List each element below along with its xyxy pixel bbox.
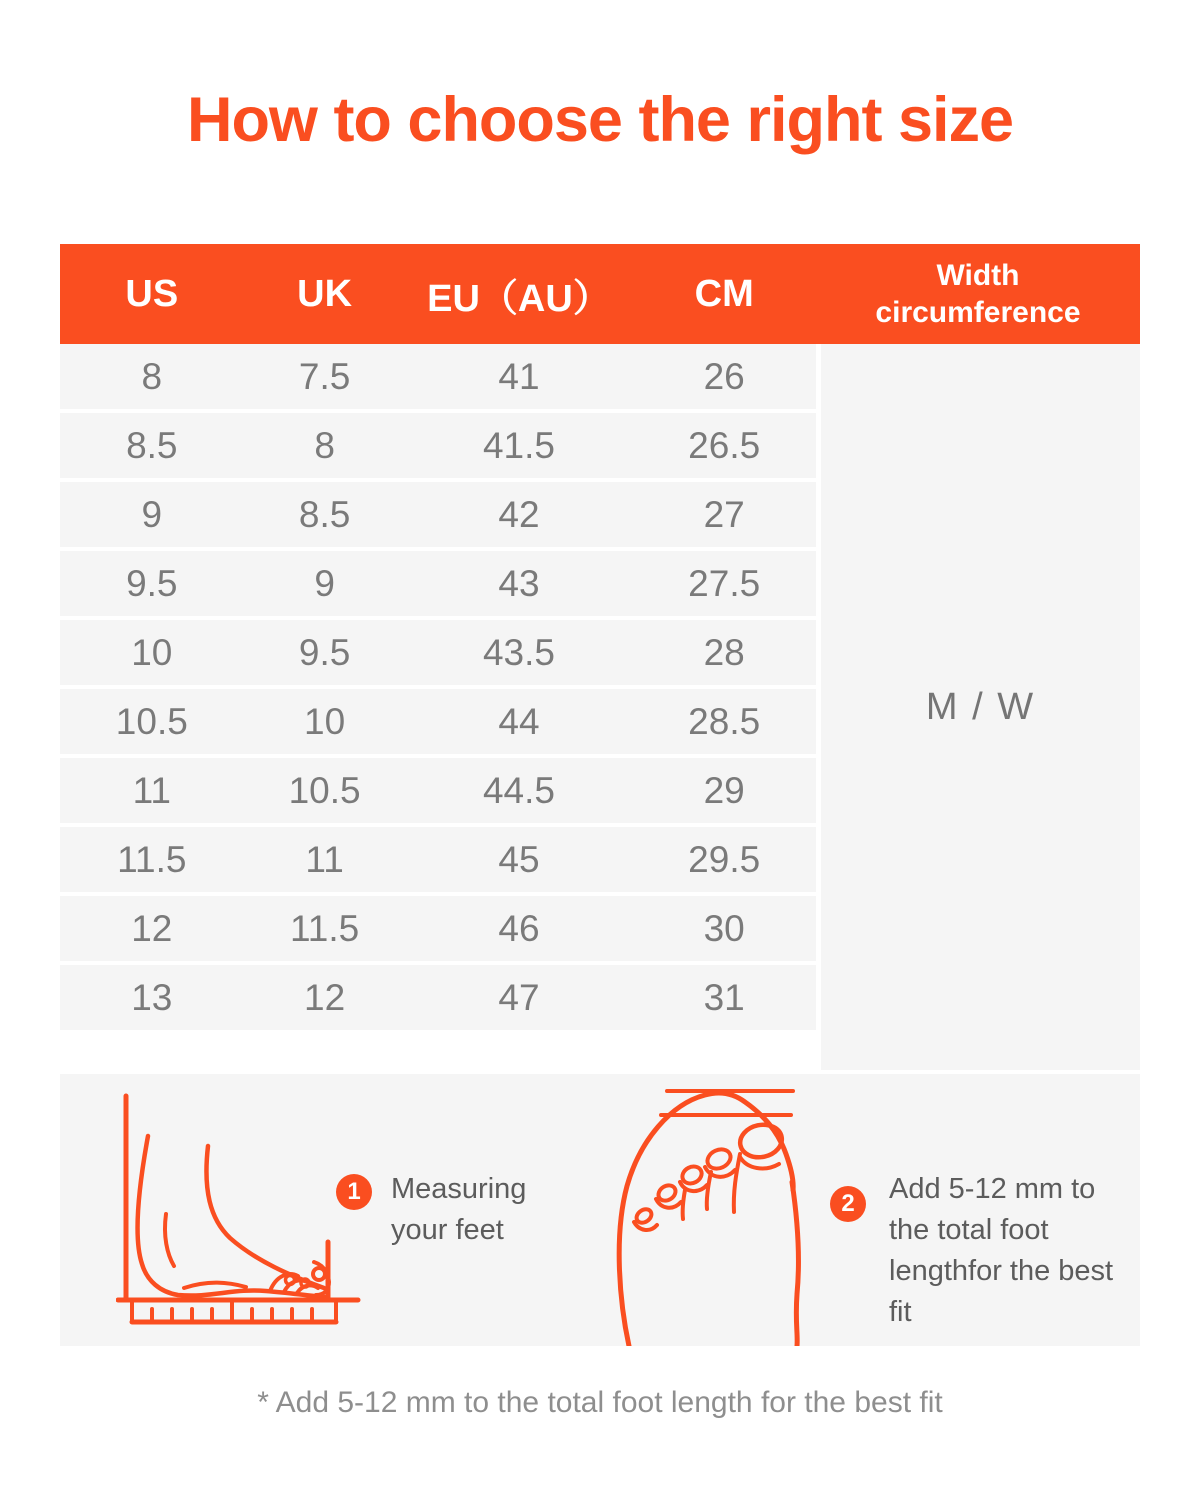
size-cell: 26 xyxy=(703,355,745,397)
size-cell: 8.5 xyxy=(126,424,178,466)
step-1-badge: 1 xyxy=(336,1174,372,1210)
step-1-text: Measuring your feet xyxy=(391,1173,527,1247)
measuring-instructions-panel xyxy=(60,1074,1140,1346)
size-cell: 7.5 xyxy=(298,355,351,397)
size-cell: 10 xyxy=(131,631,173,673)
size-cell: 11.5 xyxy=(289,907,360,949)
size-cell: 12 xyxy=(131,907,173,949)
size-cell: 10.5 xyxy=(288,769,361,811)
header-cm: CM xyxy=(694,272,754,315)
table-row xyxy=(60,551,816,620)
table-rows xyxy=(60,344,816,1074)
table-row xyxy=(60,482,816,551)
footnote: * Add 5-12 mm to the total foot length for the best fit xyxy=(257,1386,943,1420)
size-cell: 12 xyxy=(304,976,346,1018)
size-cell: 11.5 xyxy=(117,838,187,880)
page-title: How to choose the right size xyxy=(186,85,1014,155)
size-cell: 28 xyxy=(703,631,745,673)
size-cell: 27 xyxy=(703,493,745,535)
size-cell: 31 xyxy=(703,976,745,1018)
size-cell: 9.5 xyxy=(298,631,351,673)
step-2-text: Add 5-12 mm to the total foot lengthfor the best fit xyxy=(889,1173,1114,1329)
size-cell: 29.5 xyxy=(688,838,761,880)
size-cell: 28.5 xyxy=(688,700,761,742)
size-cell: 8 xyxy=(314,424,335,466)
size-cell: 42 xyxy=(498,493,540,535)
size-cell: 46 xyxy=(498,907,540,949)
size-cell: 44.5 xyxy=(482,769,555,811)
size-cell: 9 xyxy=(141,493,163,535)
table-body xyxy=(60,344,1140,1074)
size-cell: 26.5 xyxy=(688,424,761,466)
header-width-circumference: Width circumference xyxy=(875,259,1081,330)
size-cell: 10 xyxy=(304,700,346,742)
table-row xyxy=(60,758,816,827)
size-cell: 43 xyxy=(498,562,540,604)
table-row xyxy=(60,896,816,965)
size-cell: 11 xyxy=(132,769,172,811)
size-cell: 8 xyxy=(141,355,163,397)
size-cell: 9.5 xyxy=(126,562,178,604)
size-cell: 47 xyxy=(498,976,540,1018)
size-cell: 13 xyxy=(131,976,173,1018)
table-row xyxy=(60,965,816,1034)
size-cell: 27.5 xyxy=(688,562,761,604)
size-cell: 9 xyxy=(314,562,335,604)
table-header-row xyxy=(60,244,1140,344)
size-cell: 44 xyxy=(498,700,540,742)
table-row xyxy=(60,689,816,758)
header-uk: UK xyxy=(297,272,353,315)
size-cell: 11 xyxy=(305,838,344,880)
foot-side-view-icon xyxy=(116,1090,364,1338)
size-cell: 41 xyxy=(498,355,540,397)
size-cell: 41.5 xyxy=(482,424,555,466)
table-row xyxy=(60,620,816,689)
table-row xyxy=(60,344,816,413)
foot-top-view-icon xyxy=(605,1082,810,1346)
size-cell: 43.5 xyxy=(482,631,555,673)
table-row xyxy=(60,827,816,896)
header-eu-au: EU（AU） xyxy=(427,277,611,320)
step-2-badge: 2 xyxy=(830,1186,866,1222)
header-us: US xyxy=(125,272,179,315)
size-cell: 8.5 xyxy=(298,493,351,535)
size-cell: 29 xyxy=(703,769,745,811)
size-table xyxy=(60,244,1140,1074)
size-cell: 45 xyxy=(498,838,540,880)
size-cell: 10.5 xyxy=(115,700,188,742)
table-row xyxy=(60,413,816,482)
size-cell: 30 xyxy=(703,907,745,949)
width-circumference-value-cell: M / W xyxy=(816,344,1140,1074)
